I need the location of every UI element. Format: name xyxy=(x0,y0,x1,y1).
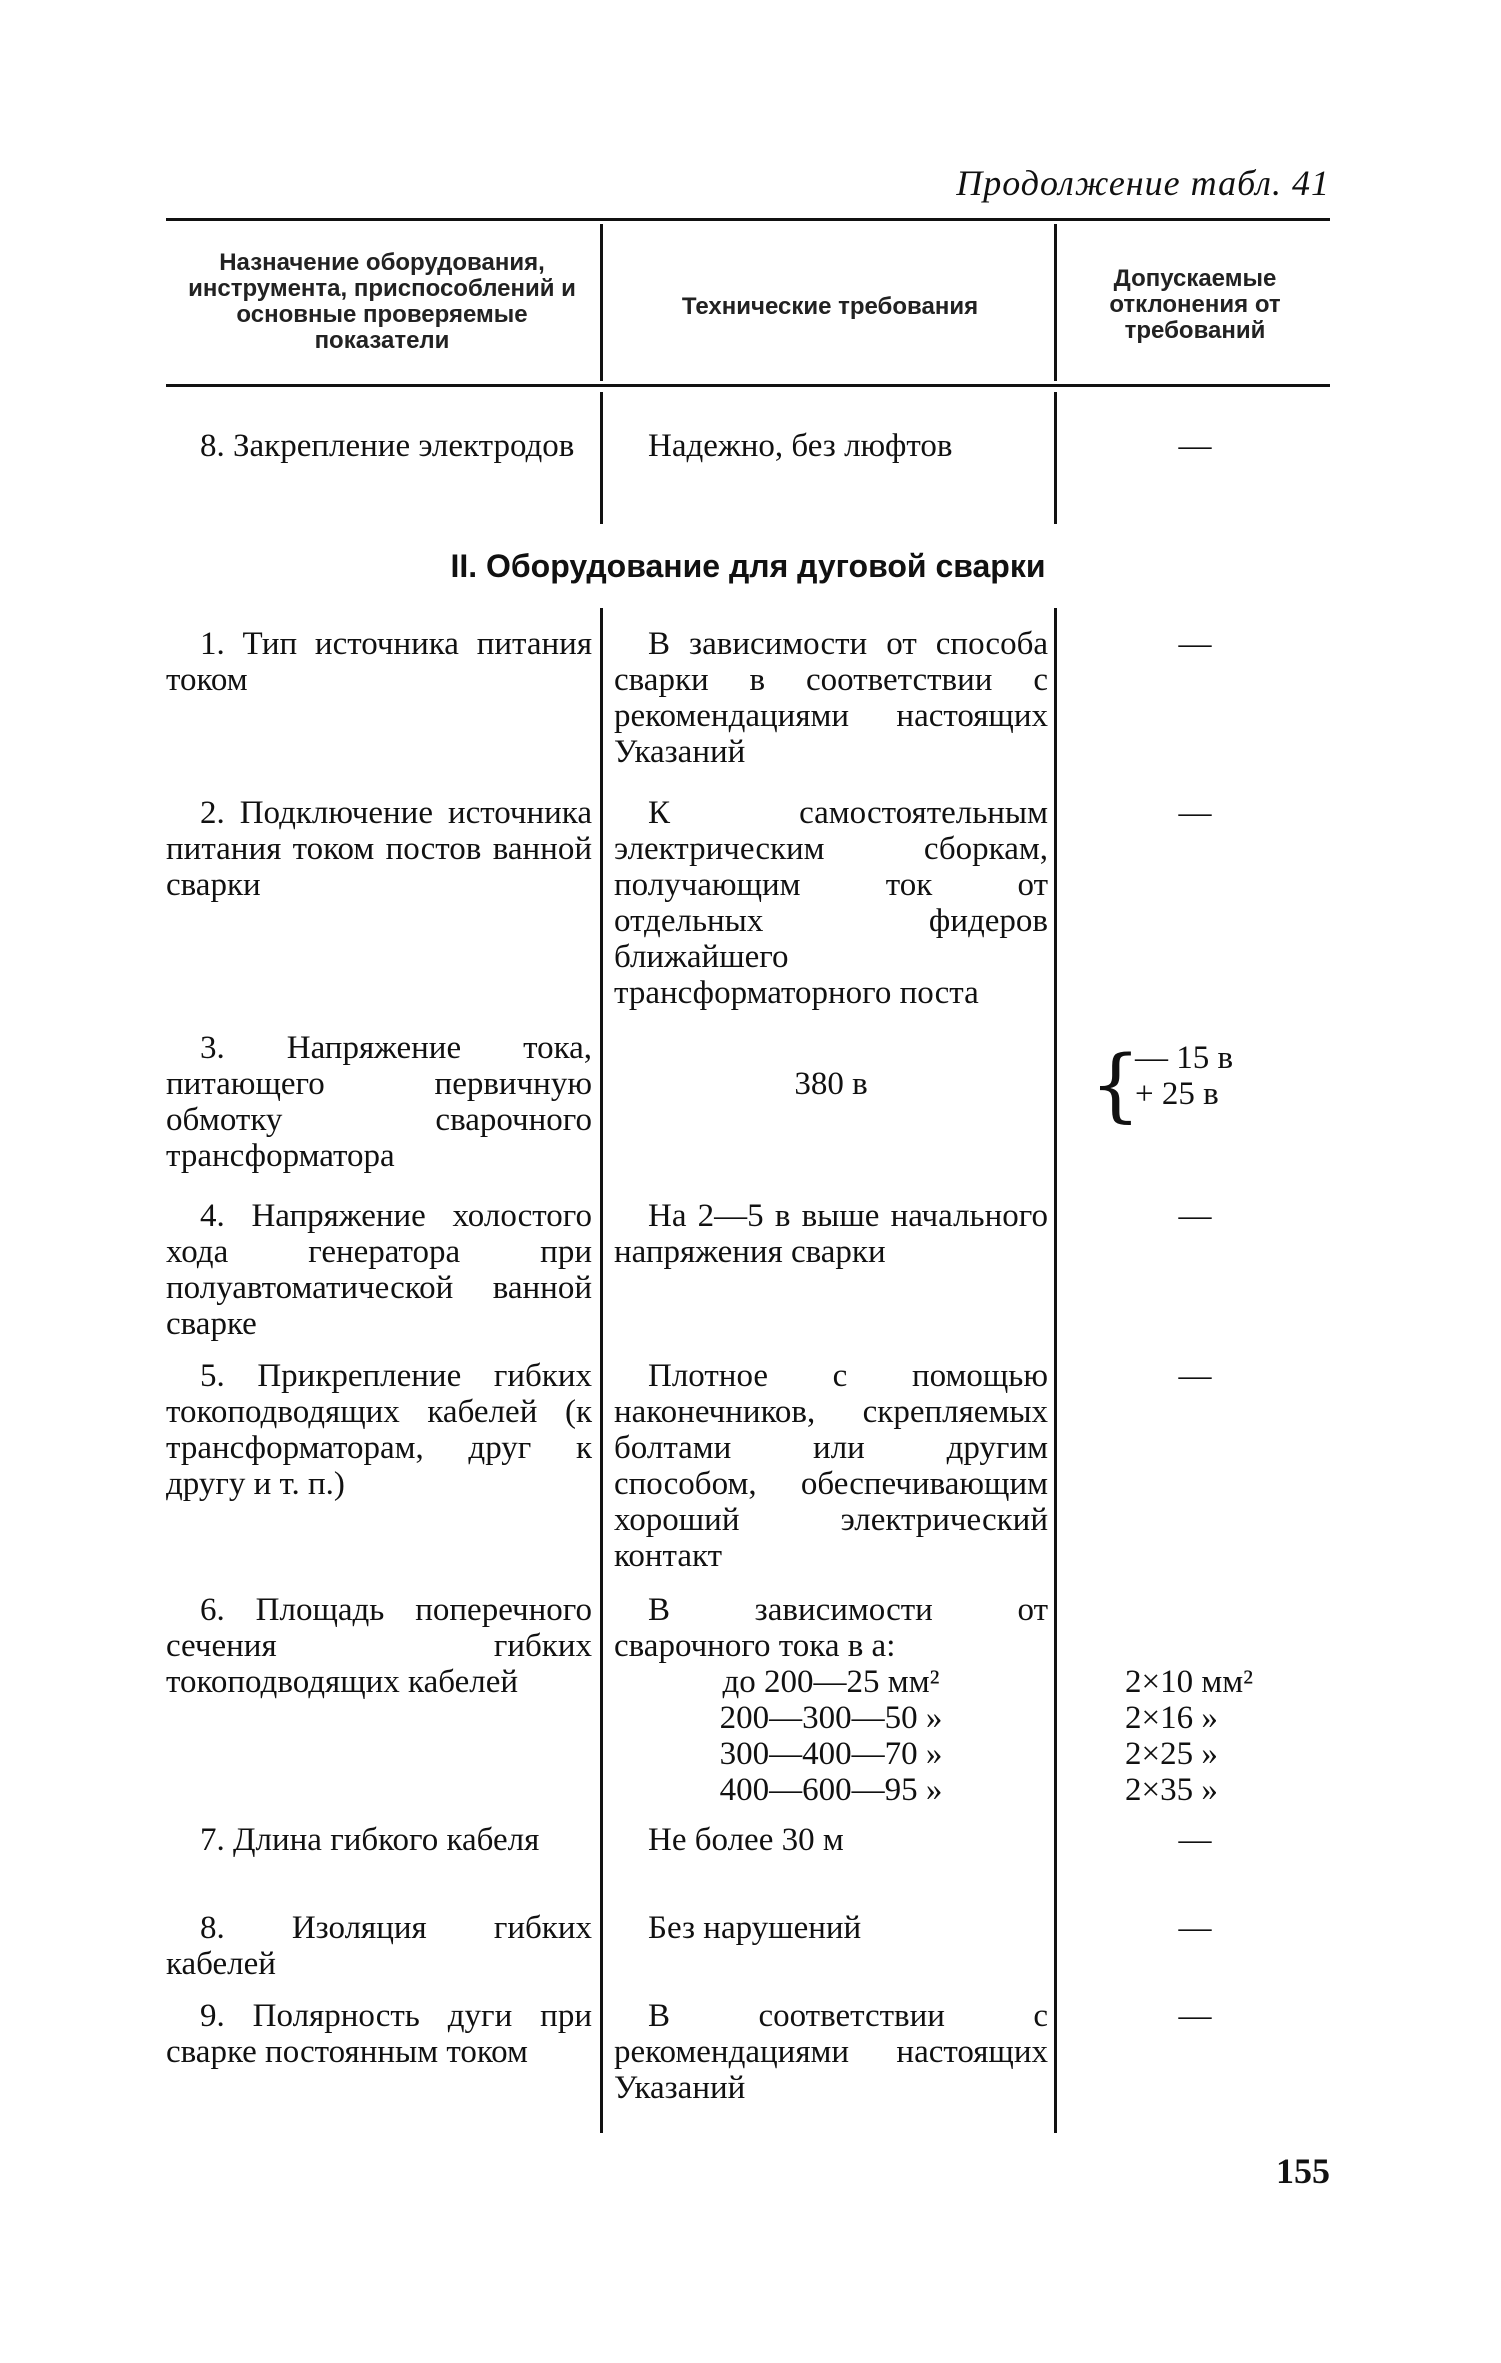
column-divider-1 xyxy=(600,392,603,524)
row-8-name: 8. Изоляция гибких кабелей xyxy=(166,1910,592,1982)
column-divider-2 xyxy=(1054,608,1057,2133)
row-7-deviation: — xyxy=(1178,1822,1212,1858)
prev-row-deviation: — xyxy=(1178,428,1212,464)
row-6-deviation-line: 2×35 » xyxy=(1125,1772,1218,1808)
row-5-deviation: — xyxy=(1178,1358,1212,1394)
column-divider-1 xyxy=(600,608,603,2133)
row-6-requirement: В зависимости от сварочного тока в а: xyxy=(614,1592,1048,1664)
row-5-requirement: Плотное с помощью наконечников, скрепляемых болтами или другим способом, обеспечивающим хороший электрический контакт xyxy=(614,1358,1048,1574)
row-4-requirement: На 2—5 в выше начального напряжения сварки xyxy=(614,1198,1048,1270)
page-number: 155 xyxy=(1276,2151,1330,2191)
row-4-deviation: — xyxy=(1178,1198,1212,1234)
row-8-deviation: — xyxy=(1178,1910,1212,1946)
row-2-deviation: — xyxy=(1178,795,1212,831)
section-title: II. Оборудование для дуговой сварки xyxy=(450,548,1046,584)
header-col-1: Назначение оборудования, инструмента, приспособлений и основные проверяемые показатели xyxy=(188,249,576,354)
prev-row-requirement: Надежно, без люфтов xyxy=(648,428,953,464)
row-2-requirement: К самостоятельным электрическим сборкам, получающим ток от отдельных фидеров ближайшего трансформаторного поста xyxy=(614,795,1048,1011)
column-divider-1 xyxy=(600,224,603,381)
row-1-deviation: — xyxy=(1178,626,1212,662)
row-3-name: 3. Напряжение тока, питающего первичную обмотку сварочного трансформатора xyxy=(166,1030,592,1174)
brace-symbol: { xyxy=(1090,1038,1141,1131)
row-6-deviation-line: 2×16 » xyxy=(1125,1700,1218,1736)
current-range: 400—600—95 » xyxy=(719,1772,943,1808)
row-1-requirement: В зависимости от способа сварки в соответствии с рекомендациями настоящих Указаний xyxy=(614,626,1048,770)
row-3-deviation-line: + 25 в xyxy=(1135,1076,1219,1112)
column-divider-2 xyxy=(1054,224,1057,381)
table-top-rule xyxy=(166,218,1330,221)
row-2-name: 2. Подключение источника питания током постов ванной сварки xyxy=(166,795,592,903)
header-col-3: Допускаемые отклонения от требований xyxy=(1109,265,1281,344)
row-6-deviation-line: 2×10 мм² xyxy=(1125,1664,1254,1700)
row-1-name: 1. Тип источника питания током xyxy=(166,626,592,698)
row-5-name: 5. Прикрепление гибких токоподводящих кабелей (к трансформаторам, друг к другу и т. п.) xyxy=(166,1358,592,1502)
header-col-2: Технические требования xyxy=(681,293,979,320)
row-4-name: 4. Напряжение холостого хода генератора при полуавтоматической ванной сварке xyxy=(166,1198,592,1342)
current-range: до 200—25 мм² xyxy=(722,1664,940,1700)
row-9-name: 9. Полярность дуги при сварке постоянным током xyxy=(166,1998,592,2070)
row-7-requirement: Не более 30 м xyxy=(648,1822,844,1858)
row-6-name: 6. Площадь поперечного сечения гибких токоподводящих кабелей xyxy=(166,1592,592,1700)
row-8-requirement: Без нарушений xyxy=(648,1910,862,1946)
column-divider-2 xyxy=(1054,392,1057,524)
row-3-requirement: 380 в xyxy=(794,1066,868,1102)
row-6-current-ranges xyxy=(614,1664,1048,1808)
row-7-name: 7. Длина гибкого кабеля xyxy=(200,1822,540,1858)
row-6-deviation-line: 2×25 » xyxy=(1125,1736,1218,1772)
header-bottom-rule xyxy=(166,384,1330,387)
row-3-deviation-line: — 15 в xyxy=(1135,1040,1234,1076)
current-range: 200—300—50 » xyxy=(719,1700,943,1736)
current-range: 300—400—70 » xyxy=(719,1736,943,1772)
row-9-requirement: В соответствии с рекомендациями настоящих Указаний xyxy=(614,1998,1048,2106)
prev-row-name: 8. Закрепление электродов xyxy=(200,428,575,464)
table-caption: Продолжение табл. 41 xyxy=(956,163,1330,203)
row-9-deviation: — xyxy=(1178,1998,1212,2034)
